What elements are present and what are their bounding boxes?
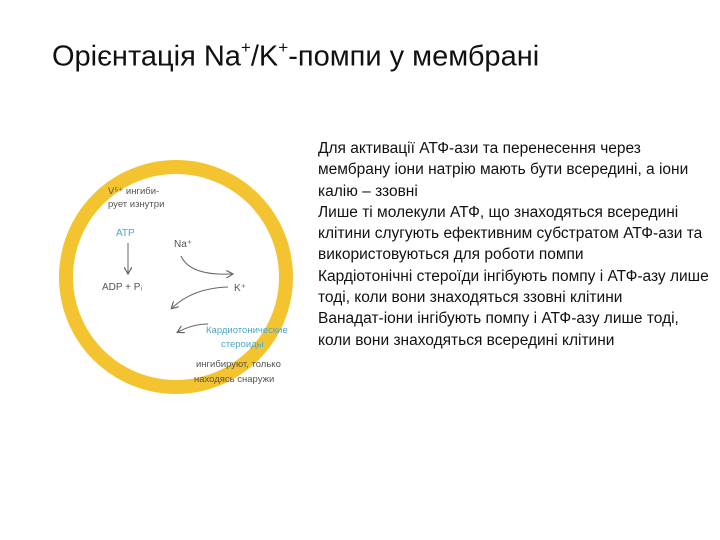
adp-pi-label: ADP + Pᵢ bbox=[102, 282, 143, 293]
title-suffix: -помпи у мембрані bbox=[288, 40, 540, 73]
cardio-label-2: стероиды bbox=[221, 339, 264, 350]
k-arrow bbox=[172, 287, 228, 308]
cardio-label-4: находясь снаружи bbox=[194, 374, 275, 385]
na-arrow bbox=[181, 256, 232, 274]
vanadate-label-1: V⁵⁺ ингиби- bbox=[108, 186, 160, 197]
title-sup-na: + bbox=[240, 38, 251, 57]
title-sup-k: + bbox=[278, 38, 289, 57]
paragraph-atp-substrate: Лише ті молекули АТФ, що знаходяться всередині клітини слугують ефективним субстратом АТФ-ази та використовуються для роботи помпи bbox=[318, 203, 703, 264]
slide-title bbox=[52, 40, 539, 74]
title-prefix: Орієнтація Na bbox=[52, 40, 241, 73]
k-label: K⁺ bbox=[234, 283, 246, 294]
paragraph-vanadate: Ванадат-іони інгібують помпу і АТФ-азу лише тоді, коли вони знаходяться всередині клітини bbox=[318, 310, 679, 349]
atp-label: ATP bbox=[116, 228, 135, 239]
cardio-label-1: Кардиотонические bbox=[206, 325, 288, 336]
paragraph-cardiotonic: Кардіотонічні стероїди інгібують помпу і АТФ-азу лише тоді, коли вони знаходяться ззовні клітини bbox=[318, 267, 709, 307]
paragraph-activation: Для активації АТФ-ази та перенесення через мембрану іони натрію мають бути всередині, а іони калію – ззовні bbox=[318, 140, 689, 200]
membrane-ring bbox=[66, 167, 286, 387]
na-label: Na⁺ bbox=[174, 239, 193, 250]
pump-diagram bbox=[58, 150, 308, 420]
steroid-arrow bbox=[178, 324, 208, 332]
cardio-label-3: ингибируют, только bbox=[196, 359, 281, 370]
title-mid: /K bbox=[250, 40, 279, 73]
body-text bbox=[318, 138, 714, 351]
vanadate-label-2: рует изнутри bbox=[108, 199, 165, 210]
pump-diagram-svg bbox=[58, 150, 308, 420]
